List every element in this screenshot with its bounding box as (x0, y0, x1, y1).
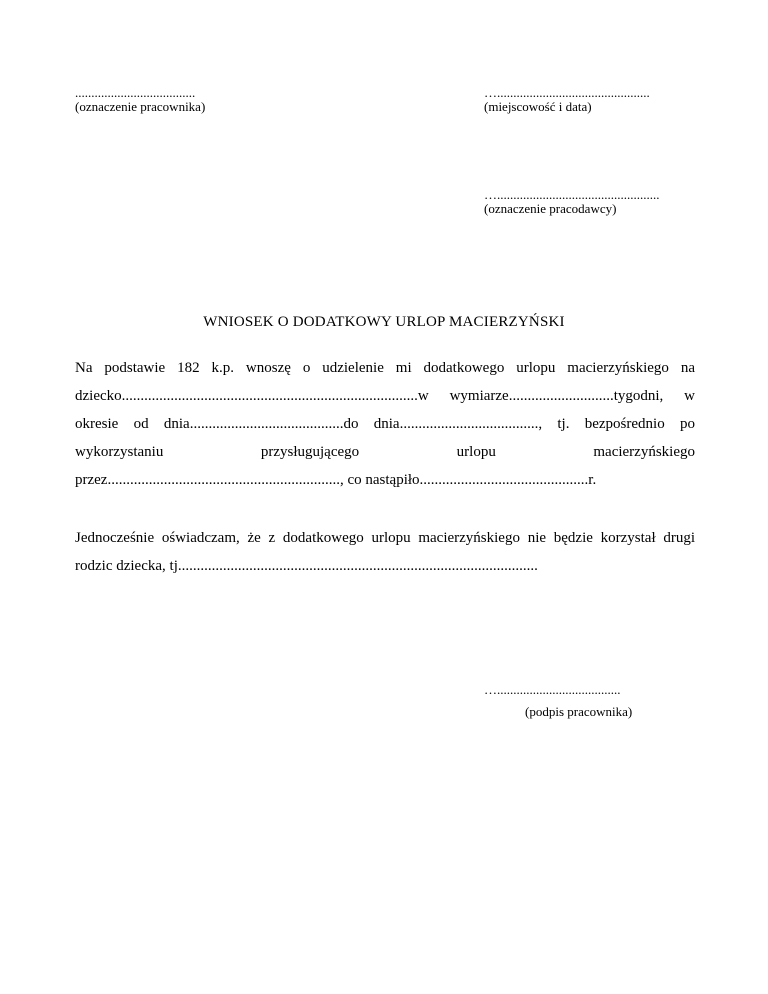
employee-designation-label: (oznaczenie pracownika) (75, 99, 206, 114)
signature-dots: …...................................... (484, 682, 621, 697)
request-line-3: okresie od dnia.........................................do dnia....................................., tj. bezpośrednio po (75, 416, 695, 432)
employer-designation-dots: ….................................................. (484, 187, 660, 202)
place-date-label: (miejscowość i data) (484, 99, 592, 114)
employer-designation-label: (oznaczenie pracodawcy) (484, 201, 617, 216)
declaration-line-2: rodzic dziecka, tj................................................................................................ (75, 558, 538, 574)
document-title: WNIOSEK O DODATKOWY URLOP MACIERZYŃSKI (203, 314, 565, 330)
place-date-dots: …............................................... (484, 85, 650, 100)
employee-designation-dots: ..................................... (75, 85, 196, 100)
request-line-2: dziecko...............................................................................w wymiarze............................tygodni, w (75, 388, 695, 404)
signature-label: (podpis pracownika) (525, 704, 633, 719)
declaration-paragraph (75, 524, 695, 580)
declaration-line-1: Jednocześnie oświadczam, że z dodatkowego urlopu macierzyńskiego nie będzie korzystał drugi (75, 530, 695, 546)
request-line-4: wykorzystaniu przysługującego urlopu macierzyńskiego (75, 444, 695, 460)
request-paragraph (75, 354, 695, 494)
request-line-1: Na podstawie 182 k.p. wnoszę o udzielenie mi dodatkowego urlopu macierzyńskiego na (75, 360, 695, 376)
request-line-5: przez.............................................................., co nastąpiło.............................................r. (75, 472, 597, 488)
